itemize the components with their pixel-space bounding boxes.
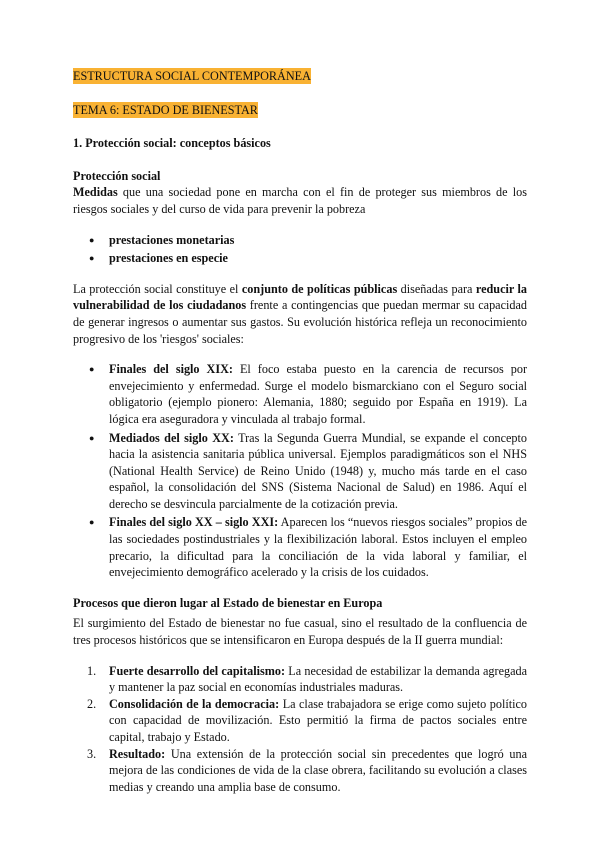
list-item (73, 430, 527, 513)
list-item (73, 232, 527, 249)
history-label: Finales del siglo XIX: (109, 362, 233, 377)
procesos-intro: El surgimiento del Estado de bienestar no fue casual, sino el resultado de la confluencia de tres procesos históricos que se intensificaron en Europa después de la II guerra mundial: (73, 616, 527, 648)
para-text: diseñadas para (397, 281, 476, 296)
history-text: El foco estaba puesto en la carencia de recursos por envejecimiento y enfermedad. Surge el modelo bismarckiano con el Seguro social obligatorio (ejemplo pionero: Alemania, 1880; seguido por España en 1919). La lógica era aseguradora y vinculada al trabajo formal. (109, 362, 528, 426)
proteccion-paragraph (73, 281, 527, 347)
para-bold: reducir la vulnerabilidad de los ciudadanos (73, 281, 527, 313)
history-text: Tras la Segunda Guerra Mundial, se expande el concepto hacia la asistencia sanitaria pública universal. Ejemplos paradigmáticos son el NHS (National Health Service) de Reino Unido (1948) y, mucho más tarde en el caso español, la consolidación del SNS (Sistema Nacional de Salud) en 1986. Aquí el derecho se desvincula parcialmente de la cotización previa. (109, 430, 527, 511)
list-item (73, 696, 527, 746)
item-label: Fuerte desarrollo del capitalismo: (109, 663, 286, 678)
document-body (73, 68, 527, 795)
item-number: 2. (87, 696, 97, 711)
procesos-list (73, 663, 527, 796)
list-item (73, 514, 527, 580)
history-list (73, 361, 527, 581)
item-text: La clase trabajadora se erige como sujeto político con capacidad de movilización. Esto permitió la firma de pactos sociales entre capital, trabajo y Estado. (109, 696, 527, 744)
course-title: ESTRUCTURA SOCIAL CONTEMPORÁNEA (73, 69, 311, 83)
topic-title: TEMA 6: ESTADO DE BIENESTAR (73, 102, 258, 117)
definition-bold: Medidas (73, 185, 118, 200)
item-label: Resultado: (109, 746, 166, 761)
definition-paragraph (73, 184, 527, 217)
history-text: Aparecen los “nuevos riesgos sociales” propios de las sociedades postindustriales y la flexibilización laboral. Estos incluyen el empleo precario, la dificultad para la conciliación de la vida laboral y familiar, el envejecimiento demográfico acelerado y la crisis de los cuidados. (109, 515, 527, 580)
topic-title-line (73, 102, 527, 119)
item-number: 3. (87, 746, 97, 761)
para-bold: conjunto de políticas públicas (241, 281, 398, 296)
item-number: 1. (87, 663, 97, 678)
subheading-proteccion-social: Protección social (73, 168, 161, 183)
para-text: La protección social constituye el (73, 281, 242, 296)
item-text: La necesidad de estabilizar la demanda agregada y mantener la paz social en economías industriales maduras. (109, 663, 527, 695)
section-heading-proteccion: 1. Protección social: conceptos básicos (73, 136, 271, 151)
list-item (73, 361, 527, 427)
list-item (73, 746, 527, 796)
list-item (73, 250, 527, 267)
prestaciones-list (73, 232, 527, 267)
history-label: Mediados del siglo XX: (109, 430, 234, 445)
para-text: frente a contingencias que puedan mermar su capacidad de generar ingresos o aumentar sus gastos. Su evolución histórica refleja un reconocimiento progresivo de los 'riesgos' sociales: (73, 298, 527, 346)
definition-text: que una sociedad pone en marcha con el fin de proteger sus miembros de los riesgos sociales y del curso de vida para prevenir la pobreza (73, 185, 527, 216)
bullet-text: prestaciones monetarias (109, 232, 235, 247)
item-label: Consolidación de la democracia: (109, 696, 280, 711)
history-label: Finales del siglo XX – siglo XXI: (109, 515, 279, 530)
section-heading-procesos: Procesos que dieron lugar al Estado de bienestar en Europa (73, 595, 383, 610)
item-text: Una extensión de la protección social sin precedentes que logró una mejora de las condiciones de vida de la clase obrera, facilitando su evolución a clases medias y creando una amplia base de consumo. (109, 746, 527, 794)
bullet-text: prestaciones en especie (109, 251, 228, 266)
course-title-line (73, 68, 527, 85)
list-item (73, 663, 527, 696)
